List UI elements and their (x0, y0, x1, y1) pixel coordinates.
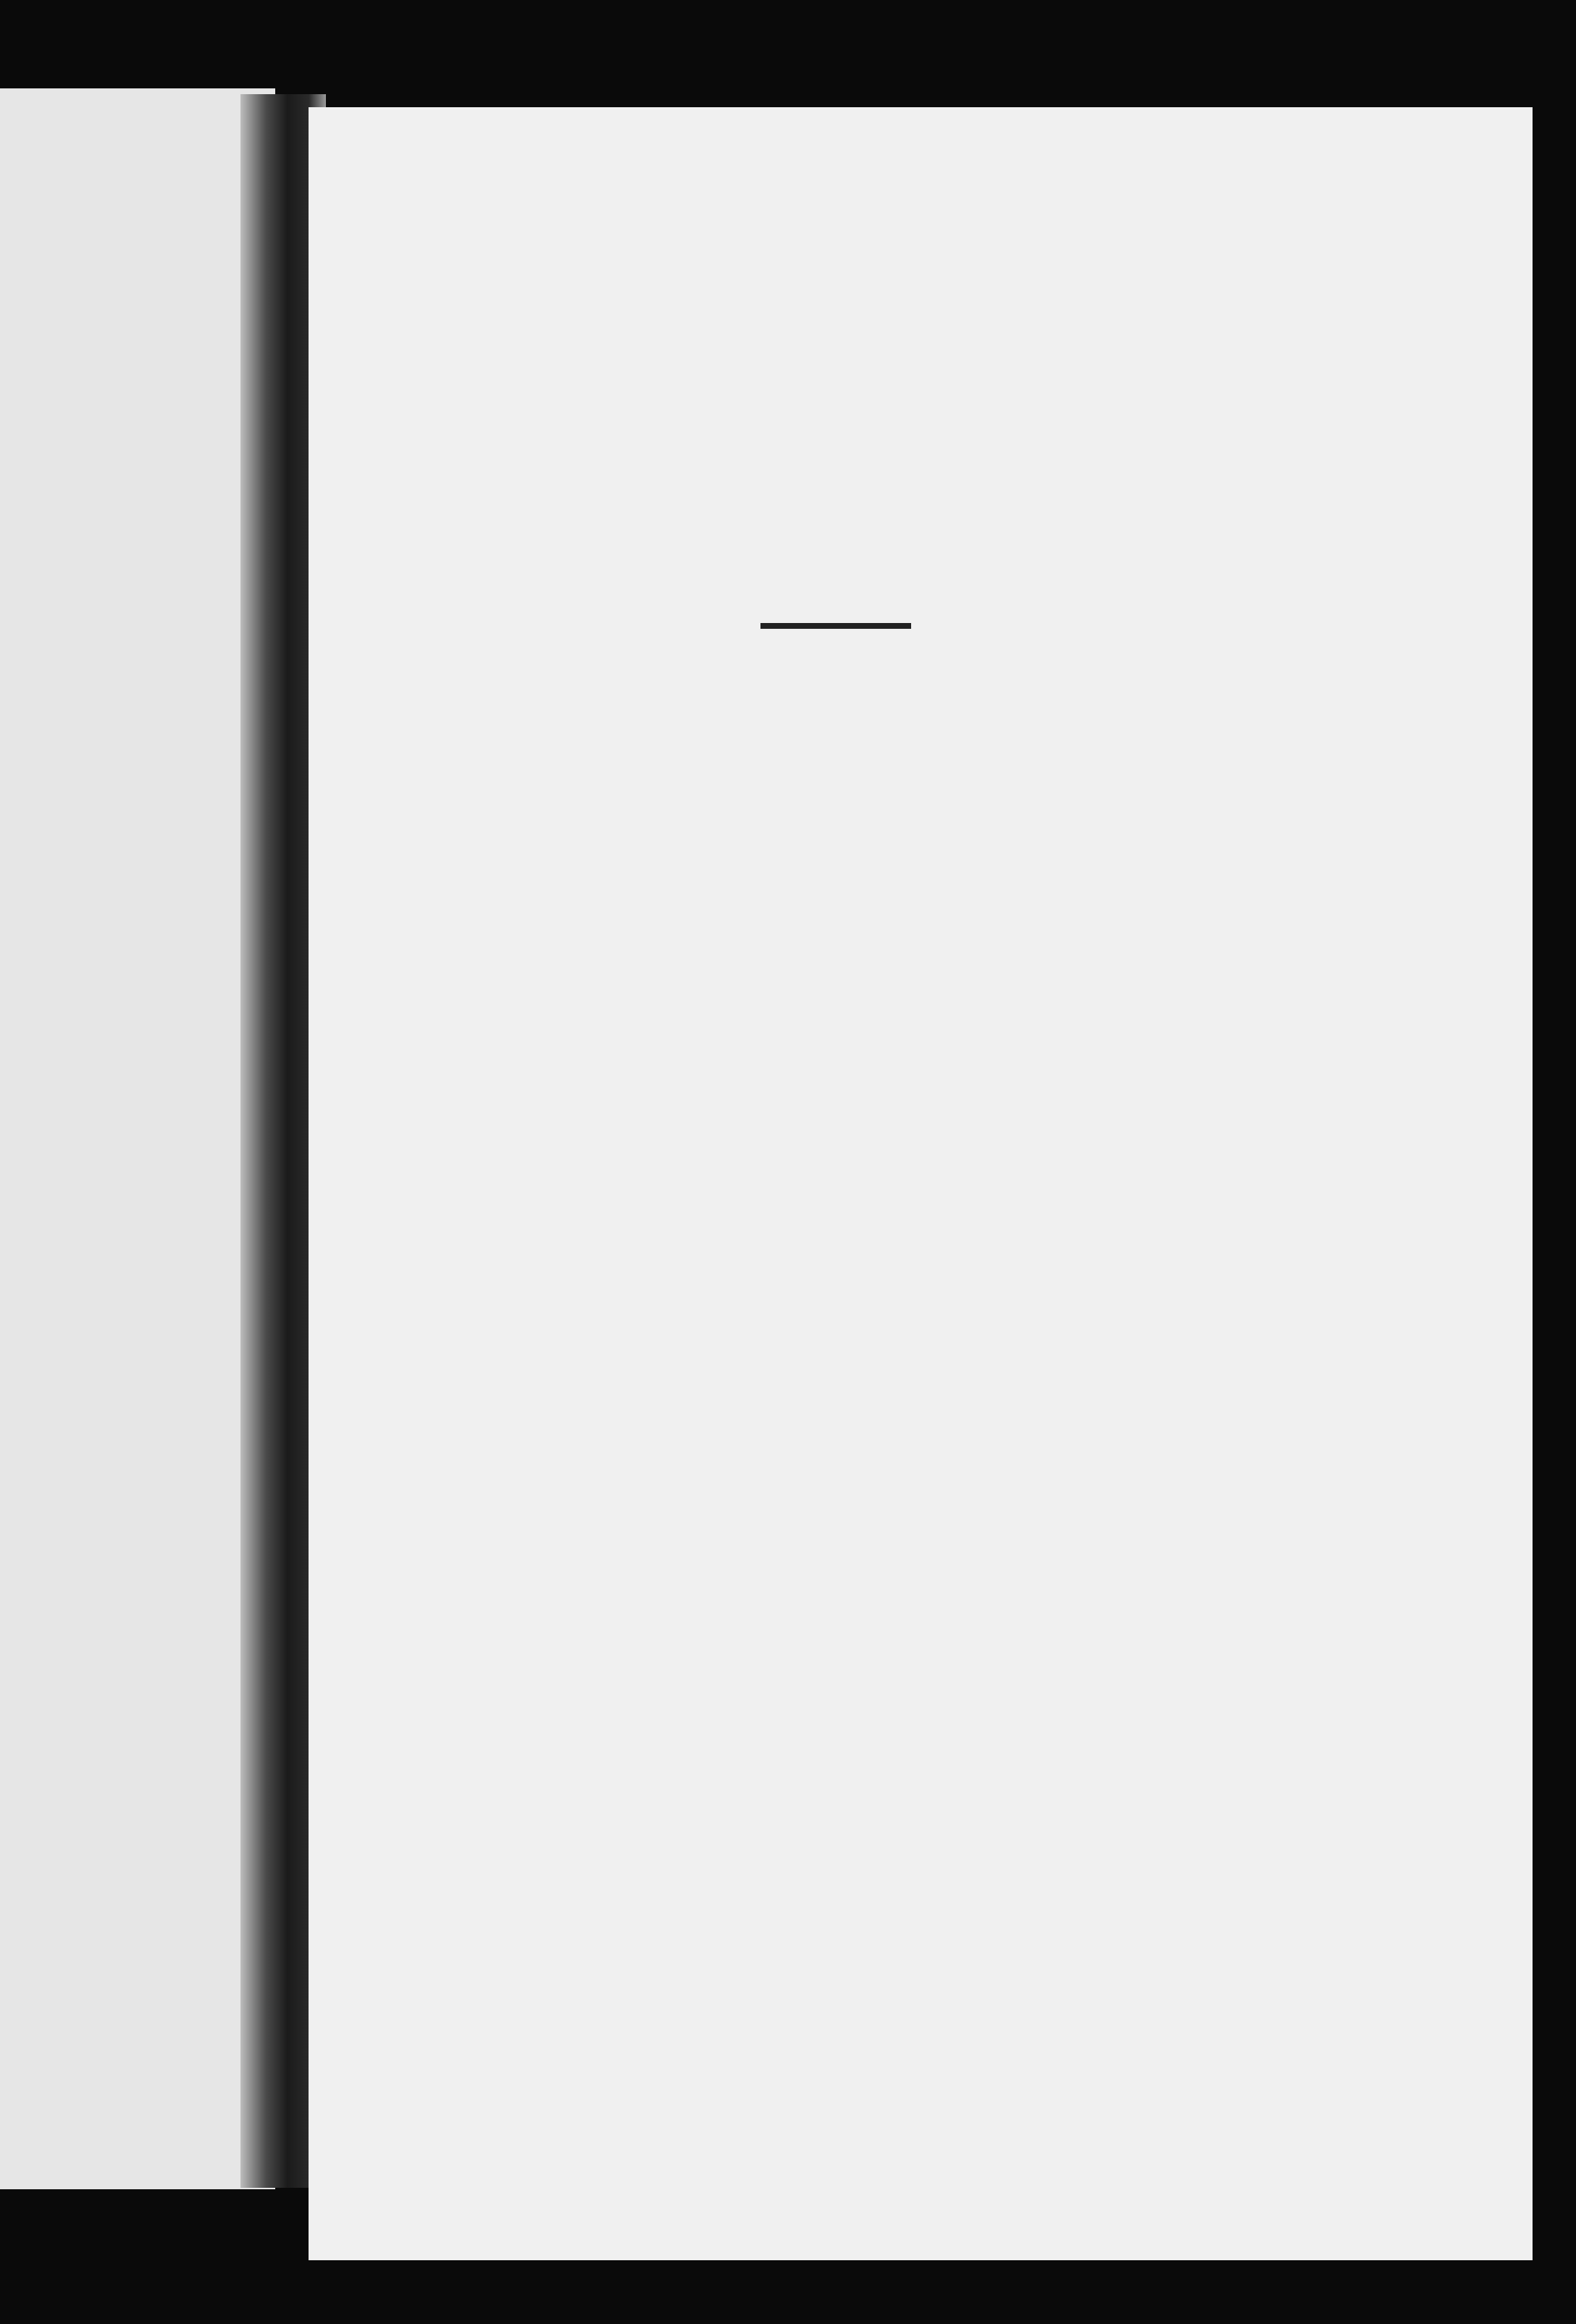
right-page (309, 107, 1533, 2260)
left-page (0, 88, 275, 2189)
chapter-rule (760, 623, 911, 629)
